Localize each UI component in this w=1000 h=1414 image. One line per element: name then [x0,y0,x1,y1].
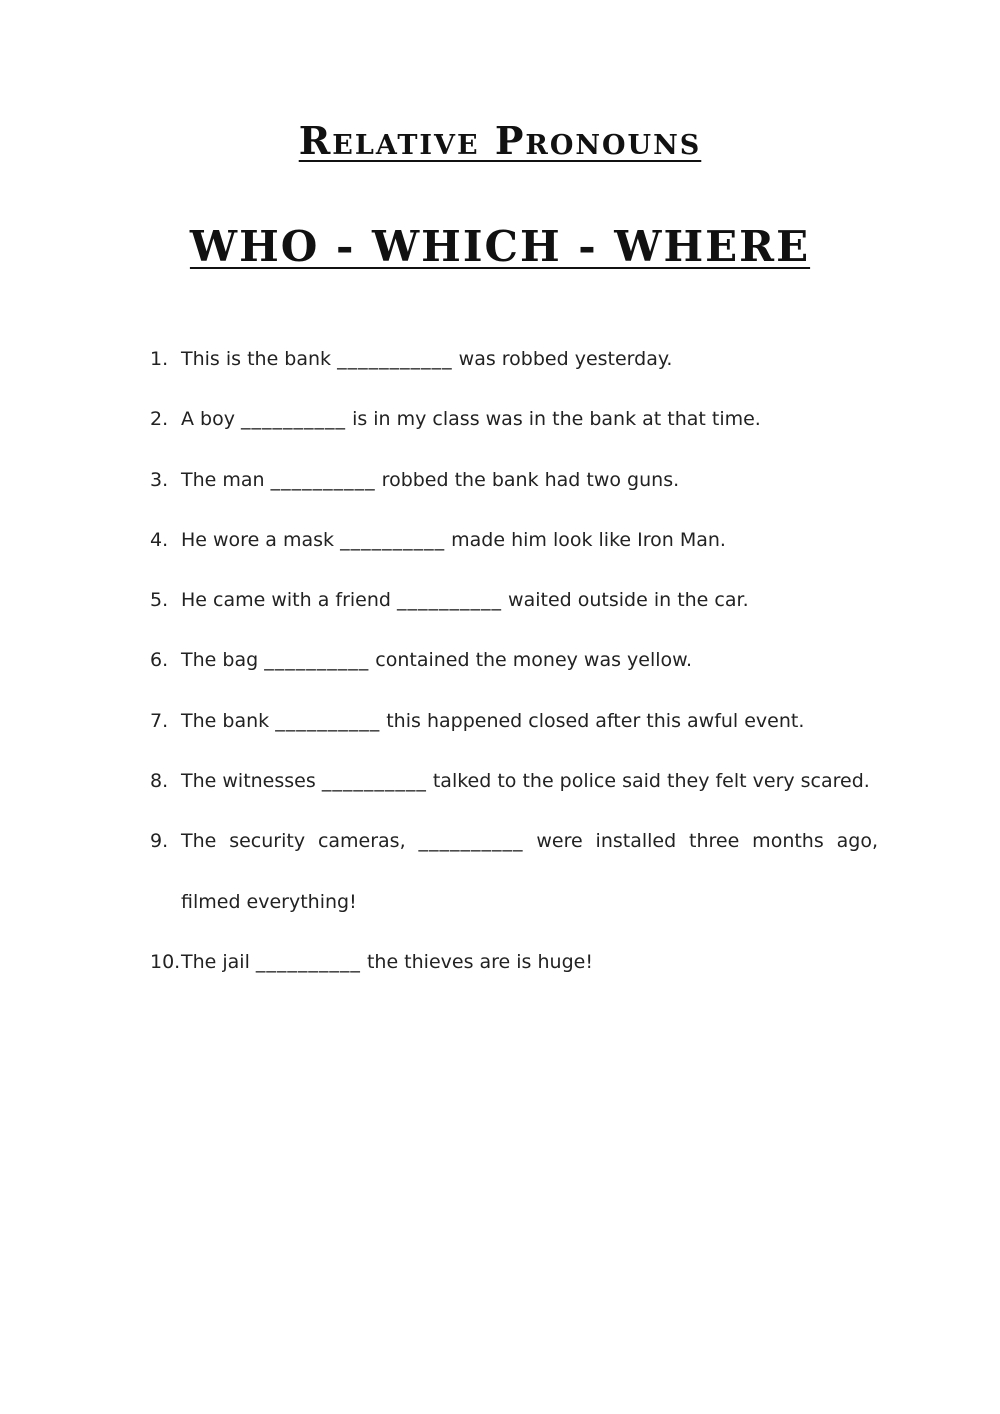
answer-blank[interactable]: __________ [264,649,370,672]
answer-blank[interactable]: __________ [275,709,381,732]
answer-blank[interactable]: __________ [418,830,524,853]
question-text-after: were installed three months ago, filmed everything! [181,830,878,913]
question-text-after: made him look like Iron Man. [451,528,726,551]
question-text-before: The bag [181,649,259,672]
question-text-before: A boy [181,408,235,431]
question-text-after: waited outside in the car. [508,589,749,612]
question-item [150,751,878,811]
answer-blank[interactable]: ___________ [337,348,453,370]
question-text-after: is in my class was in the bank at that time. [352,408,761,431]
question-text-before: He wore a mask [181,528,335,551]
question-item [150,389,878,449]
question-text-before: The witnesses [181,770,316,793]
question-item [150,450,878,510]
question-item [150,811,878,932]
question-text-before: This is the bank [181,348,332,370]
question-number: 10. [150,950,181,973]
question-number: 7. [150,709,169,732]
question-text-before: The man [181,468,265,491]
question-number: 4. [150,528,169,551]
answer-blank[interactable]: __________ [255,950,361,973]
question-text-before: The jail [181,950,250,973]
question-number: 9. [150,830,169,853]
question-text-before: He came with a friend [181,589,391,612]
worksheet-subtitle [0,222,1000,271]
question-text-before: The security cameras, [181,830,406,853]
question-number: 3. [150,468,169,491]
question-list [150,329,878,992]
answer-blank[interactable]: __________ [340,528,446,551]
question-item [150,630,878,690]
question-text-after: the thieves are is huge! [366,950,593,973]
question-item [150,932,878,992]
question-item [150,570,878,630]
worksheet-subtitle-text: WHO - WHICH - WHERE [189,222,811,271]
question-item [150,510,878,570]
worksheet-title [0,118,1000,163]
answer-blank[interactable]: __________ [397,589,502,612]
question-number: 1. [150,348,169,370]
question-item [150,329,878,389]
answer-blank[interactable]: __________ [241,408,347,431]
question-text-after: this happened closed after this awful event. [386,709,805,732]
question-number: 2. [150,408,169,431]
question-number: 8. [150,770,169,793]
question-text-after: talked to the police said they felt very scared. [432,770,870,793]
question-text-after: robbed the bank had two guns. [381,468,680,491]
question-text-before: The bank [181,709,270,732]
answer-blank[interactable]: __________ [321,770,427,793]
question-number: 6. [150,649,169,672]
question-text-after: was robbed yesterday. [458,348,673,370]
question-number: 5. [150,589,169,612]
question-item [150,691,878,751]
question-text-after: contained the money was yellow. [375,649,693,672]
answer-blank[interactable]: __________ [270,468,376,491]
worksheet-title-text: Relative Pronouns [298,118,702,163]
